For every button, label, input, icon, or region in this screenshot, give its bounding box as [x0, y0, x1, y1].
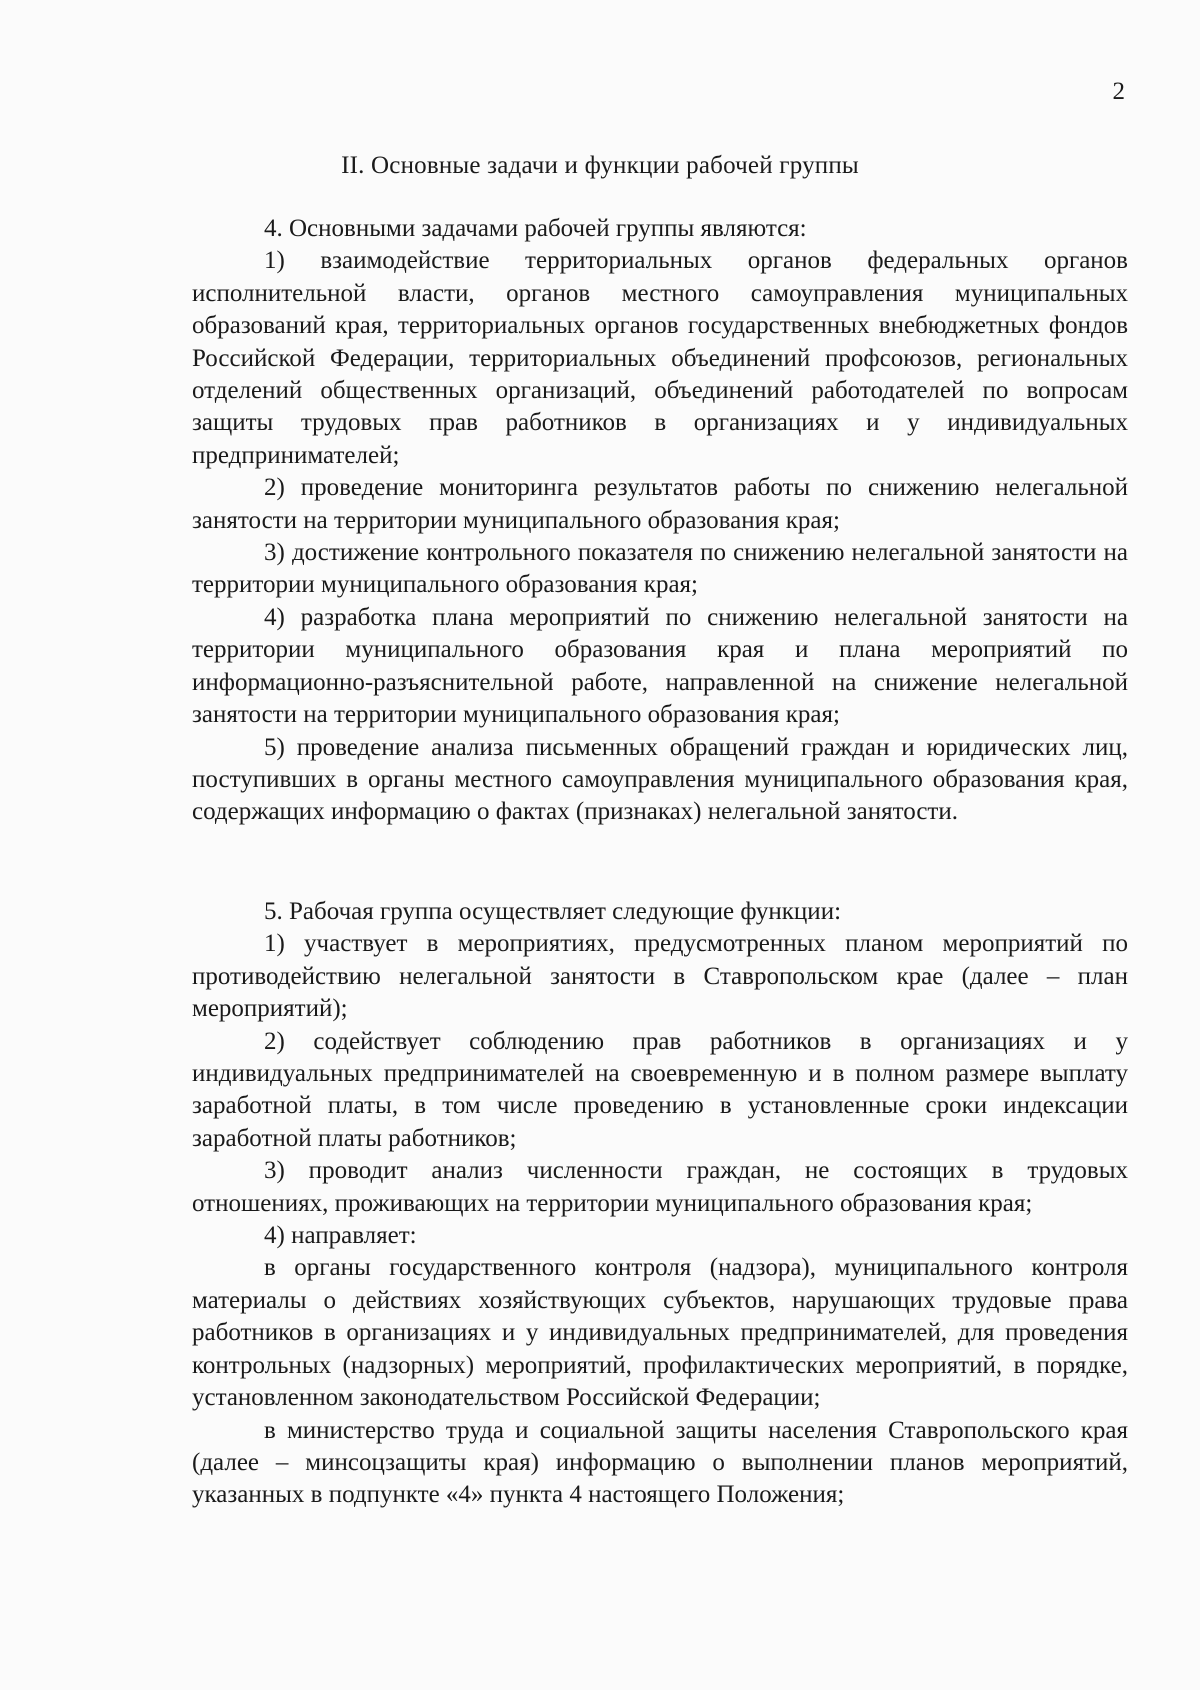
section-title: II. Основные задачи и функции рабочей группы	[341, 152, 859, 179]
task-item-3: 3) достижение контрольного показателя по снижению нелегальной занятости на территории муниципального образования края;	[192, 539, 1128, 599]
task-item-2: 2) проведение мониторинга результатов работы по снижению нелегальной занятости на территории муниципального образования края;	[192, 474, 1128, 534]
function-item-2: 2) содействует соблюдению прав работников в организациях и у индивидуальных предпринимателей на своевременную и в полном размере выплату заработной платы, в том числе проведению в установленные сроки индексации заработной платы работников;	[192, 1027, 1128, 1152]
function-item-4-sub-2: в министерство труда и социальной защиты населения Ставропольского края (далее – минсоцзащиты края) информацию о выполнении планов мероприятий, указанных в подпункте «4» пункта 4 настоящего Положения;	[192, 1416, 1128, 1509]
tasks-intro: 4. Основными задачами рабочей группы являются:	[264, 215, 807, 242]
page-number: 2	[1112, 78, 1125, 105]
task-item-1: 1) взаимодействие территориальных органов федеральных органов исполнительной власти, органов местного самоуправления муниципальных образований края, территориальных органов государственных внебюджетных фондов Российской Федерации, территориальных объединений профсоюзов, региональных отделений общественных организаций, объединений работодателей по вопросам защиты трудовых прав работников в организациях и у индивидуальных предпринимателей;	[192, 247, 1128, 469]
functions-intro: 5. Рабочая группа осуществляет следующие функции:	[264, 898, 842, 925]
functions-section	[192, 896, 1128, 1512]
function-item-3: 3) проводит анализ численности граждан, не состоящих в трудовых отношениях, проживающих на территории муниципального образования края;	[192, 1157, 1128, 1217]
function-item-4: 4) направляет:	[264, 1222, 417, 1250]
function-item-4-sub-1: в органы государственного контроля (надзора), муниципального контроля материалы о действиях хозяйствующих субъектов, нарушающих трудовые права работников в организациях и у индивидуальных предпринимателей, для проведения контрольных (надзорных) мероприятий, профилактических мероприятий, в порядке, установленном законодательством Российской Федерации;	[192, 1254, 1128, 1412]
function-item-1: 1) участвует в мероприятиях, предусмотренных планом мероприятий по противодействию нелегальной занятости в Ставропольском крае (далее – план мероприятий);	[192, 930, 1128, 1023]
tasks-section	[192, 213, 1128, 829]
task-item-4: 4) разработка плана мероприятий по снижению нелегальной занятости на территории муниципального образования края и плана мероприятий по информационно-разъяснительной работе, направленной на снижение нелегальной занятости на территории муниципального образования края;	[192, 603, 1128, 729]
task-item-5: 5) проведение анализа письменных обращений граждан и юридических лиц, поступивших в органы местного самоуправления муниципального образования края, содержащих информацию о фактах (признаках) нелегальной занятости.	[192, 733, 1128, 826]
